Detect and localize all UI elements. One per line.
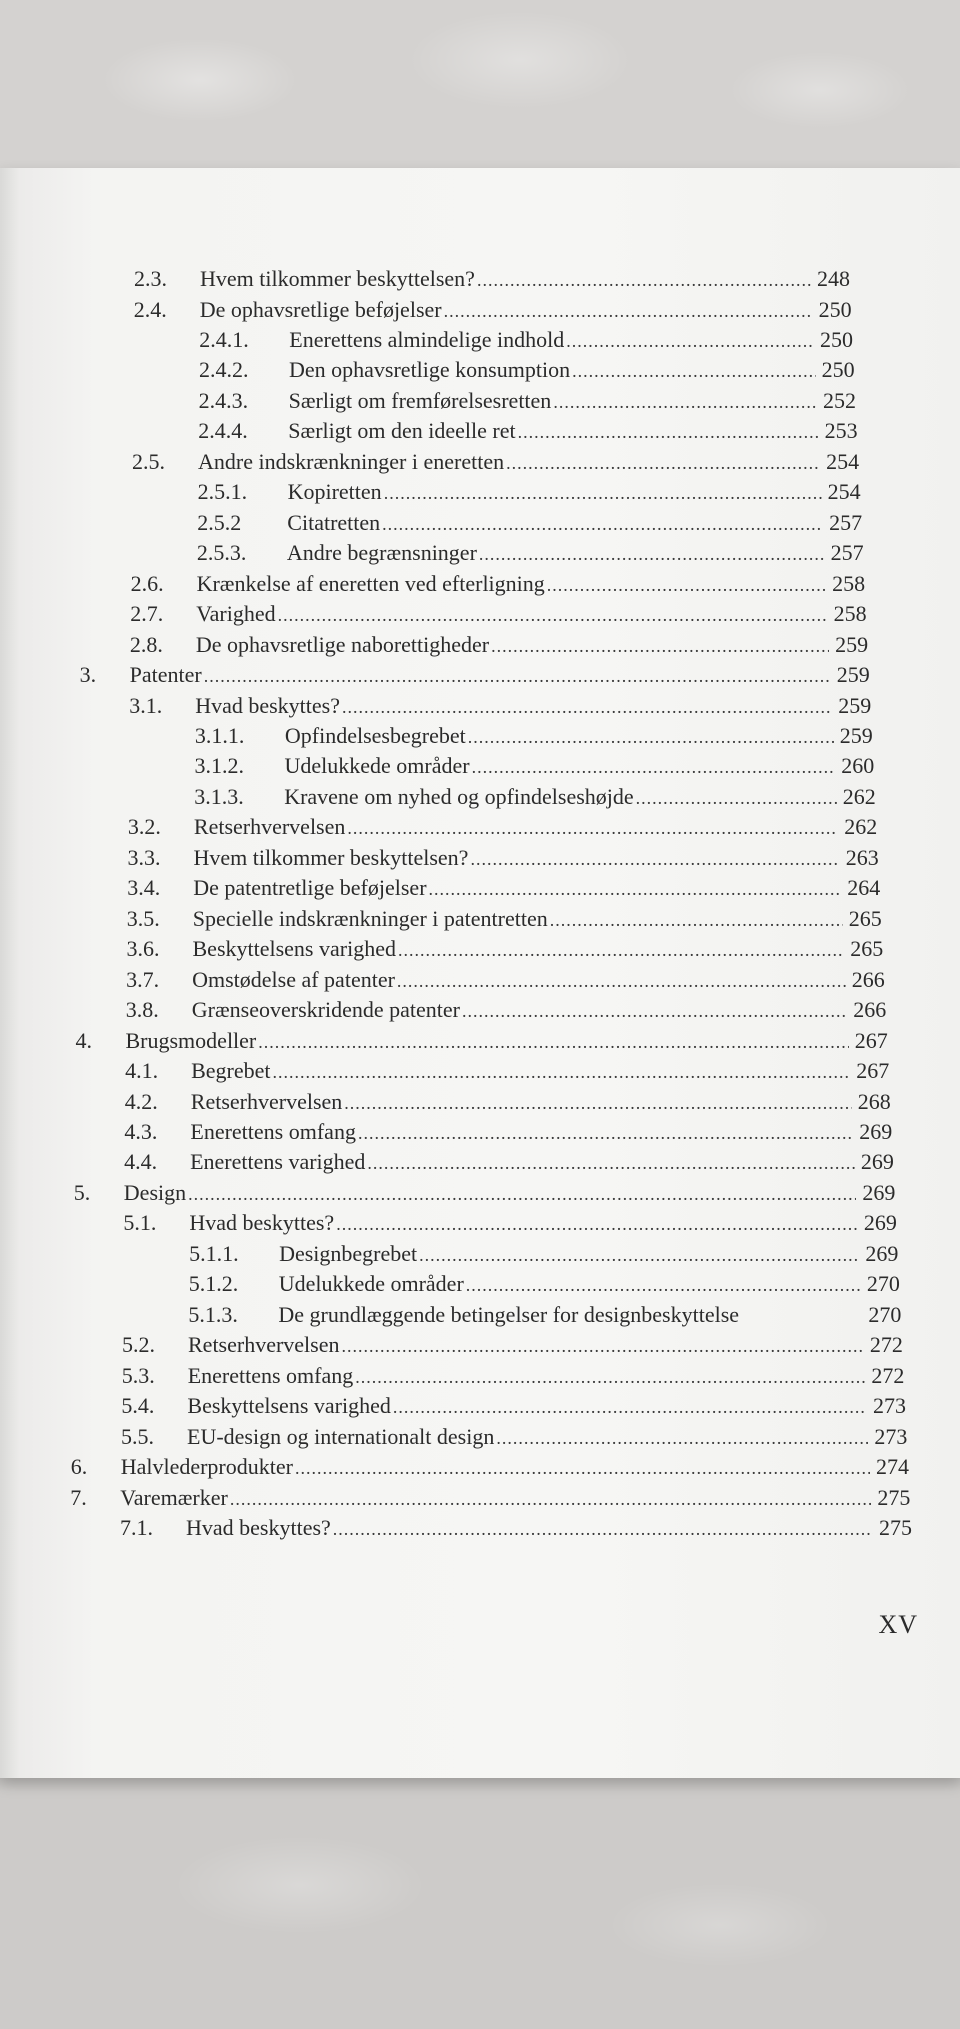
toc-entry	[194, 784, 876, 810]
toc-entry-title: Retserhvervelsen	[193, 814, 346, 840]
toc-leader-dots	[342, 694, 832, 720]
toc-entry-title: Begrebet	[191, 1058, 271, 1083]
toc-leader-dots	[367, 1150, 854, 1176]
toc-entry-page: 267	[856, 1058, 890, 1083]
toc-entry	[125, 1058, 889, 1084]
toc-entry-number: 2.5.1.	[197, 479, 248, 505]
toc-entry	[71, 1454, 909, 1480]
toc-entry-number: 2.7.	[130, 601, 164, 627]
toc-entry-number: 2.3.	[134, 266, 167, 291]
toc-entry-title: Enerettens omfang	[190, 1119, 356, 1144]
toc-leader-dots	[347, 815, 838, 841]
toc-entry	[130, 632, 868, 658]
toc-entry-page: 272	[871, 1362, 905, 1388]
toc-leader-dots	[547, 572, 826, 598]
toc-entry-title: Varighed	[196, 601, 276, 627]
toc-entry	[123, 1210, 897, 1236]
toc-entry	[122, 1363, 905, 1389]
toc-entry-number: 5.1.1.	[189, 1240, 239, 1266]
toc-entry	[134, 266, 850, 292]
toc-entry	[195, 753, 875, 779]
toc-entry	[127, 906, 882, 932]
toc-entry-number: 4.3.	[124, 1119, 158, 1144]
toc-entry	[122, 1332, 903, 1358]
toc-entry-number: 7.1.	[120, 1515, 153, 1540]
toc-entry-number: 3.8.	[125, 997, 159, 1023]
toc-leader-dots	[419, 1242, 859, 1268]
toc-entry-number: 5.5.	[121, 1423, 154, 1449]
toc-entry-number: 2.5.2	[197, 509, 242, 535]
toc-entry-number: 5.1.3.	[188, 1301, 238, 1327]
toc-entry-page: 259	[838, 692, 872, 718]
toc-entry-page: 269	[862, 1179, 896, 1205]
toc-entry-page: 248	[817, 266, 850, 291]
toc-leader-dots	[295, 1455, 870, 1481]
toc-entry-number: 5.2.	[122, 1332, 155, 1358]
toc-entry-title: Enerettens varighed	[190, 1149, 366, 1175]
toc-entry-page: 254	[827, 479, 861, 505]
toc-entry-number: 6.	[70, 1454, 88, 1480]
toc-entry-title: Hvem tilkommer beskyttelsen?	[193, 844, 469, 870]
toc-entry-page: 262	[844, 814, 878, 840]
toc-entry-page: 257	[830, 540, 864, 566]
toc-entry-page: 275	[879, 1515, 912, 1540]
toc-entry-page: 265	[850, 936, 884, 962]
toc-leader-dots	[273, 1059, 851, 1085]
toc-entry	[124, 1119, 892, 1145]
toc-entry-number: 3.2.	[127, 814, 161, 840]
toc-entry-title: Krænkelse af eneretten ved efterligning	[196, 570, 545, 596]
toc-entry	[189, 1271, 900, 1297]
toc-entry-page: 272	[869, 1332, 903, 1358]
toc-entry-number: 5.1.2.	[188, 1271, 239, 1297]
toc-entry-page: 266	[851, 966, 885, 992]
toc-leader-dots	[462, 998, 847, 1024]
toc-entry-number: 4.	[75, 1027, 92, 1053]
toc-entry-number: 3.1.	[129, 692, 163, 718]
toc-entry-number: 5.3.	[121, 1362, 155, 1388]
table-of-contents	[0, 168, 960, 1778]
toc-entry-title: De ophavsretlige naborettigheder	[195, 631, 490, 657]
toc-leader-dots	[188, 1181, 856, 1207]
toc-entry-title: Design	[123, 1179, 187, 1205]
toc-entry-number: 3.1.3.	[194, 783, 244, 809]
toc-entry-title: Særligt om den ideelle ret	[288, 418, 516, 444]
toc-entry-title: Designbegrebet	[279, 1240, 418, 1266]
toc-leader-dots	[470, 846, 839, 872]
toc-entry-page: 274	[875, 1454, 909, 1480]
toc-entry-number: 5.1.	[123, 1210, 157, 1236]
toc-leader-dots	[550, 907, 843, 933]
toc-entry	[121, 1424, 907, 1450]
toc-entry-page: 258	[832, 570, 866, 596]
toc-leader-dots	[398, 937, 844, 963]
toc-entry-page: 265	[848, 905, 882, 931]
toc-entry-title: De ophavsretlige beføjelser	[199, 296, 442, 322]
toc-entry	[199, 357, 855, 383]
toc-entry	[120, 1515, 912, 1541]
toc-entry	[131, 571, 866, 597]
toc-entry-title: Retserhvervelsen	[190, 1088, 343, 1114]
toc-entry-page: 258	[833, 601, 867, 627]
toc-entry-number: 4.1.	[125, 1058, 159, 1083]
toc-entry	[127, 875, 880, 901]
toc-leader-dots	[204, 663, 831, 689]
toc-leader-dots	[336, 1211, 858, 1237]
toc-entry	[126, 967, 885, 993]
toc-leader-dots	[382, 511, 823, 537]
toc-entry-number: 3.6.	[126, 936, 160, 962]
toc-entry-title: Citatretten	[287, 509, 381, 535]
toc-leader-dots	[333, 1516, 873, 1542]
toc-entry	[198, 418, 857, 444]
toc-entry-page: 268	[857, 1088, 891, 1114]
toc-entry-title: Hvad beskyttes?	[189, 1210, 335, 1236]
toc-leader-dots	[358, 1120, 853, 1146]
toc-entry-page: 269	[860, 1149, 894, 1175]
toc-entry	[197, 540, 864, 566]
toc-entry-title: Andre indskrænkninger i eneretten	[198, 448, 505, 474]
toc-entry-title: Beskyttelsens varighed	[192, 936, 396, 962]
toc-entry-title: Halvlederprodukter	[120, 1454, 293, 1480]
toc-entry-title: Brugsmodeller	[125, 1027, 257, 1053]
toc-leader-dots	[278, 602, 828, 628]
book-page	[0, 168, 960, 1778]
page-folio: XV	[878, 1610, 918, 1639]
toc-entry-title: Retserhvervelsen	[188, 1332, 340, 1358]
toc-entry-number: 3.1.2.	[194, 753, 244, 779]
toc-leader-dots	[342, 1333, 864, 1359]
toc-entry-page: 275	[877, 1484, 911, 1510]
toc-entry-page: 254	[826, 448, 860, 474]
toc-entry	[130, 601, 866, 627]
toc-entry	[70, 1485, 910, 1511]
toc-entry-page: 260	[841, 753, 875, 779]
toc-entry-title: Hvad beskyttes?	[195, 692, 340, 718]
toc-entry-number: 5.	[73, 1179, 91, 1205]
toc-entry-title: Andre begrænsninger	[286, 540, 477, 566]
toc-entry-number: 7.	[70, 1484, 87, 1510]
toc-entry	[121, 1393, 906, 1419]
toc-entry-title: Grænseoverskridende patenter	[191, 997, 460, 1023]
toc-entry-title: Kopiretten	[287, 479, 382, 505]
toc-entry-title: Kravene om nyhed og opfindelseshøjde	[284, 783, 634, 809]
toc-entry-number: 2.4.4.	[198, 418, 248, 444]
toc-leader-dots	[393, 1394, 867, 1420]
tablecloth-background-top	[0, 0, 960, 175]
toc-entry	[124, 1149, 894, 1175]
toc-entry-page: 267	[854, 1027, 888, 1053]
toc-entry-page: 259	[839, 723, 873, 748]
toc-entry-title: Hvad beskyttes?	[186, 1515, 331, 1540]
toc-entry	[134, 297, 852, 323]
toc-entry	[132, 449, 859, 475]
toc-entry-number: 2.4.1.	[199, 326, 249, 352]
toc-entry	[129, 693, 871, 719]
toc-entry-title: Enerettens almindelige indhold	[289, 326, 565, 352]
toc-entry-page: 250	[819, 326, 853, 352]
toc-leader-dots	[477, 267, 811, 293]
toc-entry	[195, 723, 873, 749]
toc-leader-dots	[230, 1486, 872, 1512]
toc-entry-title: Omstødelse af patenter	[192, 966, 395, 992]
toc-entry-title: Opfindelsesbegrebet	[284, 723, 466, 748]
toc-entry	[74, 1180, 896, 1206]
toc-entry-number: 3.5.	[126, 905, 160, 931]
toc-entry-page: 262	[842, 783, 876, 809]
toc-entry-number: 2.4.2.	[199, 357, 249, 383]
toc-entry-title: Beskyttelsens varighed	[187, 1393, 391, 1419]
toc-entry-page: 270	[868, 1301, 902, 1327]
toc-leader-dots	[496, 1425, 868, 1451]
toc-entry-number: 4.2.	[124, 1088, 158, 1114]
toc-entry-title: Varemærker	[120, 1484, 228, 1510]
toc-entry-title: Enerettens omfang	[187, 1362, 354, 1388]
toc-entry-page: 257	[829, 509, 863, 535]
toc-entry-page: 273	[874, 1423, 908, 1449]
toc-entry-page: 273	[872, 1393, 906, 1419]
toc-entry	[197, 510, 862, 536]
toc-entry	[76, 1028, 888, 1054]
toc-entry-number: 2.5.3.	[196, 540, 247, 566]
toc-leader-dots	[572, 358, 816, 384]
toc-entry	[188, 1302, 901, 1328]
toc-entry-title: Specielle indskrænkninger i patentretten	[192, 905, 548, 931]
toc-entry-title: Hvem tilkommer beskyttelsen?	[200, 266, 475, 291]
toc-entry-page: 250	[818, 296, 852, 322]
toc-entry	[189, 1241, 898, 1267]
toc-entry-page: 259	[836, 662, 870, 687]
toc-entry	[125, 1089, 891, 1115]
toc-entry-title: De grundlæggende betingelser for designbeskyttelse	[278, 1301, 740, 1327]
toc-entry-number: 4.4.	[124, 1149, 158, 1175]
toc-leader-dots	[518, 419, 819, 445]
toc-leader-dots	[553, 389, 817, 415]
toc-entry-page: 269	[859, 1119, 893, 1144]
toc-entry-page: 253	[824, 418, 858, 444]
toc-entry	[199, 327, 853, 353]
toc-entry-title: De patentretlige beføjelser	[193, 875, 427, 901]
toc-entry-number: 3.4.	[127, 875, 161, 901]
toc-leader-dots	[468, 724, 834, 750]
toc-leader-dots	[258, 1029, 849, 1055]
toc-entry-title: Særligt om fremførelsesretten	[288, 387, 552, 413]
toc-leader-dots	[636, 785, 837, 811]
toc-entry	[80, 662, 870, 688]
toc-entry-page: 259	[835, 631, 869, 657]
toc-entry-page: 266	[853, 997, 887, 1023]
toc-entry	[127, 936, 884, 962]
toc-leader-dots	[355, 1364, 865, 1390]
toc-entry-number: 2.4.3.	[198, 387, 249, 413]
toc-entry-title: Patenter	[129, 662, 202, 687]
toc-entry	[199, 388, 856, 414]
toc-entry-number: 3.7.	[126, 966, 160, 992]
toc-entry-page: 269	[865, 1240, 899, 1266]
toc-entry-title: Den ophavsretlige konsumption	[289, 357, 571, 383]
toc-leader-dots	[472, 754, 836, 780]
toc-entry-number: 3.1.1.	[194, 723, 245, 748]
toc-entry-number: 3.	[79, 662, 97, 687]
toc-entry-page: 264	[847, 875, 881, 901]
toc-entry	[126, 997, 887, 1023]
toc-leader-dots	[566, 328, 814, 354]
toc-entry-number: 5.4.	[121, 1393, 155, 1419]
toc-entry	[128, 814, 877, 840]
toc-entry-number: 2.4.	[133, 296, 167, 322]
toc-leader-dots	[491, 633, 829, 659]
toc-entry	[198, 479, 861, 505]
toc-entry-page: 270	[866, 1271, 900, 1297]
toc-entry-number: 2.6.	[130, 570, 164, 596]
toc-leader-dots	[506, 450, 820, 476]
toc-leader-dots	[466, 1272, 861, 1298]
toc-leader-dots	[397, 968, 846, 994]
toc-leader-dots	[384, 480, 822, 506]
toc-leader-dots	[344, 1090, 852, 1116]
toc-leader-dots	[429, 876, 842, 902]
toc-entry-title: EU-design og internationalt design	[187, 1423, 495, 1449]
toc-entry-number: 2.5.	[132, 448, 165, 474]
toc-entry-title: Udelukkede områder	[284, 753, 470, 779]
toc-entry	[128, 845, 879, 871]
toc-leader-dots	[444, 298, 813, 324]
toc-entry-page: 252	[822, 387, 856, 413]
tablecloth-background-bottom	[0, 1775, 960, 2029]
toc-entry-number: 3.3.	[127, 844, 161, 870]
toc-entry-page: 269	[863, 1210, 897, 1236]
toc-entry-page: 250	[821, 357, 855, 383]
toc-entry-number: 2.8.	[129, 631, 163, 657]
toc-entry-page: 263	[845, 844, 879, 870]
toc-entry-title: Udelukkede områder	[278, 1271, 464, 1297]
toc-leader-dots	[479, 541, 825, 567]
